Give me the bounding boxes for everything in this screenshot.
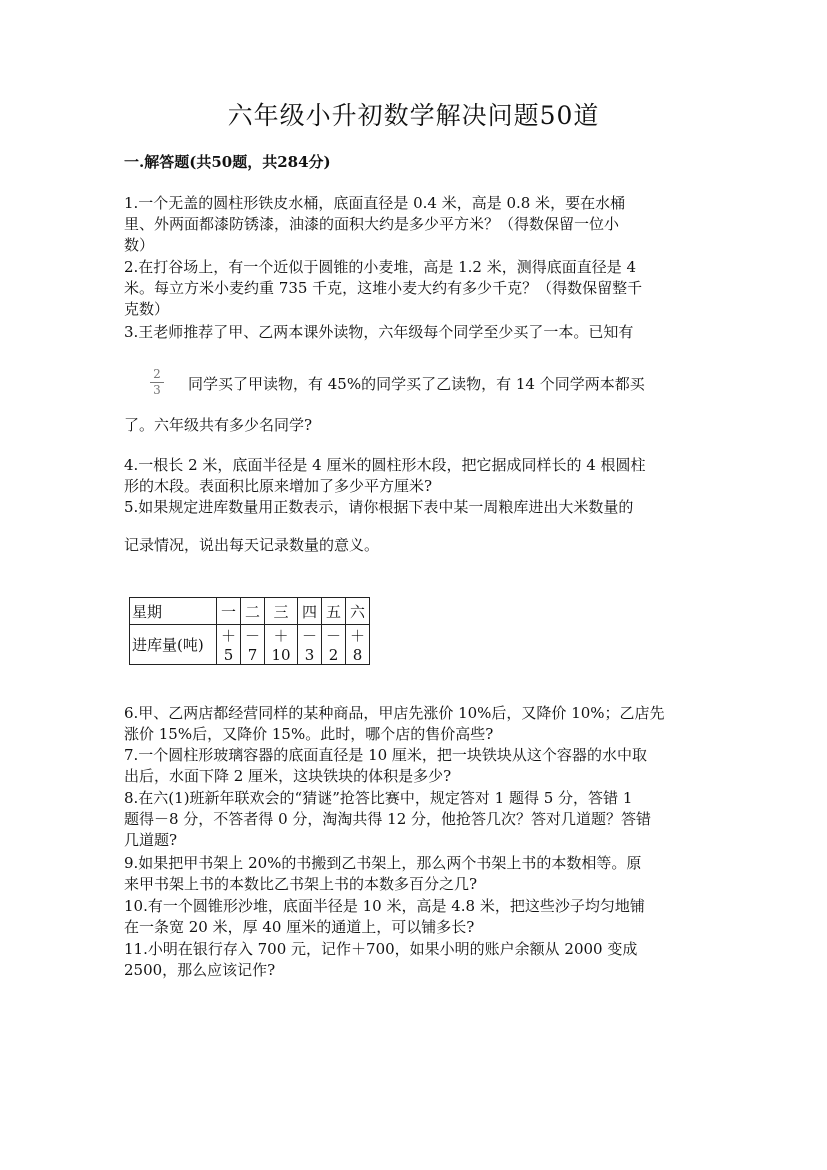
table-cell: 一 xyxy=(217,598,241,625)
table-cell: 四 xyxy=(298,598,322,625)
question-7-line-2: 出后，水面下降 2 厘米，这块铁块的体积是多少? xyxy=(124,767,452,785)
table-cell: ＋10 xyxy=(265,625,298,665)
question-5-line-1: 5.如果规定进库数量用正数表示，请你根据下表中某一周粮库进出大米数量的 xyxy=(124,498,634,516)
table-cell: ＋5 xyxy=(217,625,241,665)
table-cell: －7 xyxy=(241,625,265,665)
table-cell: －2 xyxy=(322,625,346,665)
question-1 xyxy=(124,193,709,256)
question-7 xyxy=(124,745,709,787)
fraction-two-thirds xyxy=(150,368,164,397)
question-8-line-3: 几道题? xyxy=(124,831,178,849)
question-4 xyxy=(124,455,709,497)
question-9-line-1: 9.如果把甲书架上 20%的书搬到乙书架上，那么两个书架上书的本数相等。原 xyxy=(124,854,642,872)
table-cell: ＋8 xyxy=(346,625,370,665)
question-9-line-2: 来甲书架上书的本数比乙书架上书的本数多百分之几? xyxy=(124,875,478,893)
table-cell: 六 xyxy=(346,598,370,625)
table-cell: 星期 xyxy=(130,598,217,625)
question-4-line-1: 4.一根长 2 米，底面半径是 4 厘米的圆柱形木段，把它据成同样长的 4 根圆柱 xyxy=(124,456,646,474)
question-9 xyxy=(124,853,709,895)
fraction-numerator: 2 xyxy=(153,367,161,381)
question-1-line-1: 1.一个无盖的圆柱形铁皮水桶，底面直径是 0.4 米，高是 0.8 米，要在水桶 xyxy=(124,194,626,212)
question-5-line-2: 记录情况，说出每天记录数量的意义。 xyxy=(124,536,380,554)
question-2-line-3: 克数） xyxy=(124,300,170,318)
question-10 xyxy=(124,896,709,938)
table-cell: 三 xyxy=(265,598,298,625)
question-8 xyxy=(124,788,709,851)
question-6-line-2: 涨价 15%后，又降价 15%。此时，哪个店的售价高些? xyxy=(124,725,494,743)
fraction-denominator: 3 xyxy=(153,383,161,397)
grain-record-table xyxy=(129,597,370,665)
question-11-line-1: 11.小明在银行存入 700 元，记作＋700，如果小明的账户余额从 2000 变成 xyxy=(124,940,638,958)
question-3-line-1: 3.王老师推荐了甲、乙两本课外读物，六年级每个同学至少买了一本。已知有 xyxy=(124,323,634,341)
table-row xyxy=(130,625,370,665)
table-cell: 五 xyxy=(322,598,346,625)
question-11-line-2: 2500，那么应该记作? xyxy=(124,961,276,979)
question-3-line-2: 同学买了甲读物，有 45%的同学买了乙读物，有 14 个同学两本都买 xyxy=(188,375,645,393)
question-1-line-3: 数） xyxy=(124,236,155,254)
question-4-line-2: 形的木段。表面积比原来增加了多少平方厘米? xyxy=(124,477,433,495)
question-3-line-3: 了。六年级共有多少名同学? xyxy=(124,416,313,434)
question-2-line-2: 米。每立方米小麦约重 735 千克，这堆小麦大约有多少千克？（得数保留整千 xyxy=(124,279,643,297)
question-7-line-1: 7.一个圆柱形玻璃容器的底面直径是 10 厘米，把一块铁块从这个容器的水中取 xyxy=(124,746,647,764)
table-cell: 二 xyxy=(241,598,265,625)
question-2 xyxy=(124,257,709,320)
section-heading: 一.解答题(共50题，共284分) xyxy=(124,153,331,171)
question-8-line-2: 题得－8 分，不答者得 0 分，淘淘共得 12 分，他抢答几次？答对几道题？答错 xyxy=(124,810,652,828)
page-title: 六年级小升初数学解决问题50道 xyxy=(227,101,600,130)
question-10-line-1: 10.有一个圆锥形沙堆，底面半径是 10 米，高是 4.8 米，把这些沙子均匀地铺 xyxy=(124,897,645,915)
table-cell: －3 xyxy=(298,625,322,665)
question-1-line-2: 里、外两面都漆防锈漆，油漆的面积大约是多少平方米？（得数保留一位小 xyxy=(124,215,620,233)
table-header-row xyxy=(130,598,370,625)
table-cell: 进库量(吨) xyxy=(130,625,217,665)
question-2-line-1: 2.在打谷场上，有一个近似于圆锥的小麦堆，高是 1.2 米，测得底面直径是 4 xyxy=(124,258,637,276)
question-11 xyxy=(124,939,709,981)
question-8-line-1: 8.在六(1)班新年联欢会的“猜谜”抢答比赛中，规定答对 1 题得 5 分，答错 1 xyxy=(124,789,633,807)
question-10-line-2: 在一条宽 20 米，厚 40 厘米的通道上，可以铺多长? xyxy=(124,918,475,936)
question-6 xyxy=(124,703,709,745)
question-6-line-1: 6.甲、乙两店都经营同样的某种商品，甲店先涨价 10%后，又降价 10%；乙店先 xyxy=(124,704,665,722)
